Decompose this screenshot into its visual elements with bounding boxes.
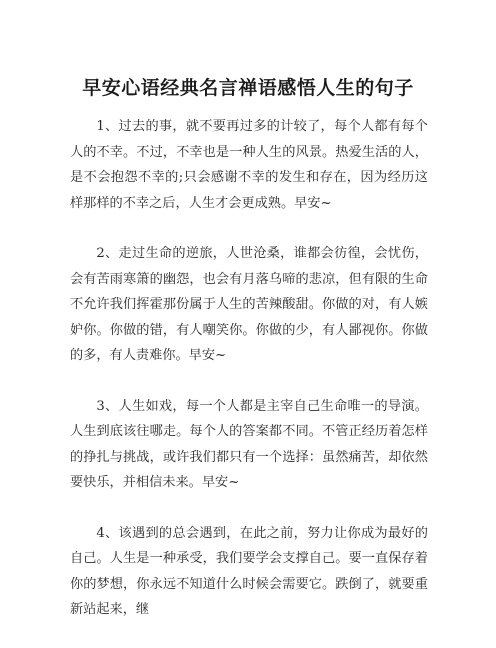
paragraph-3: 3、人生如戏，每一个人都是主宰自己生命唯一的导演。人生到底该往哪走。每个人的答案都不同。不管正经历着怎样的挣扎与挑战，或许我们都只有一个选择：虽然痛苦，却依然要快乐，并相信未来。早安~ bbox=[70, 398, 428, 490]
paragraph-4: 4、该遇到的总会遇到，在此之前，努力让你成为最好的自己。人生是一种承受，我们要学会支撑自己。要一直保存着你的梦想，你永远不知道什么时候会需要它。跌倒了，就要重新站起来，继 bbox=[70, 525, 428, 617]
document-title: 早安心语经典名言禅语感悟人生的句子 bbox=[82, 77, 414, 99]
document-body bbox=[70, 114, 428, 648]
paragraph-2: 2、走过生命的逆旅，人世沧桑，谁都会彷徨，会忧伤，会有苦雨寒箫的幽怨，也会有月落乌啼的悲凉，但有限的生命不允许我们挥霍那份属于人生的苦辣酸甜。你做的对，有人嫉妒你。你做的错，有人嘲笑你。你做的少，有人鄙视你。你做的多，有人责难你。早安~ bbox=[70, 246, 428, 363]
paragraph-1: 1、过去的事，就不要再过多的计较了，每个人都有每个人的不幸。不过，不幸也是一种人生的风景。热爱生活的人，是不会抱怨不幸的;只会感谢不幸的发生和存在，因为经历这样那样的不幸之后，人生才会更成熟。早安~ bbox=[70, 119, 428, 211]
